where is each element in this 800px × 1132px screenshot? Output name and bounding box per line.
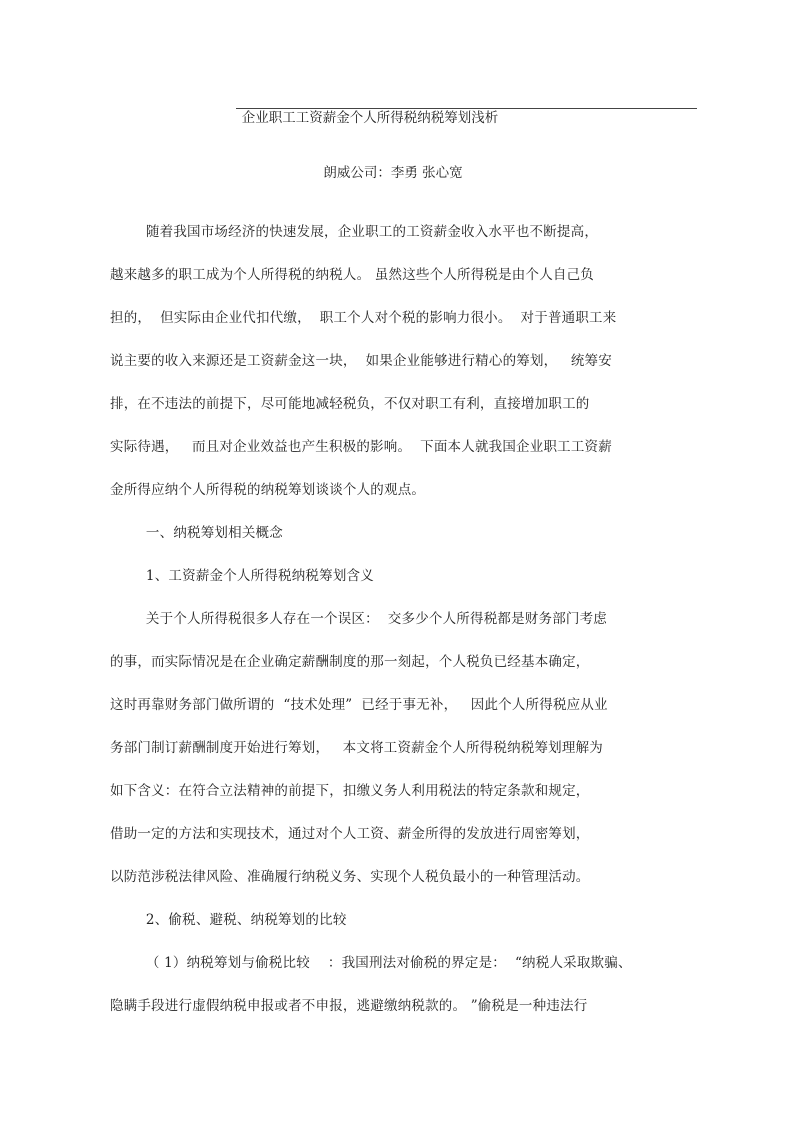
document-title: 企业职工工资薪金个人所得税纳税筹划浅析 — [241, 110, 499, 126]
body-line: 这时再靠财务部门做所谓的 “技术处理” 已经于事无补， 因此个人所得税应从业 — [110, 697, 608, 713]
subsection-heading: 1、工资薪金个人所得税纳税筹划含义 — [110, 568, 374, 584]
body-line: 随着我国市场经济的快速发展，企业职工的工资薪金收入水平也不断提高， — [110, 224, 599, 240]
body-line: （ 1）纳税筹划与偷税比较 ：我国刑法对偷税的界定是： “纳税人采取欺骗、 — [110, 955, 632, 971]
subsection-heading: 2、偷税、避税、纳税筹划的比较 — [110, 912, 347, 928]
body-line: 的事，而实际情况是在企业确定薪酬制度的那一刻起，个人税负已经基本确定， — [110, 654, 590, 670]
body-line: 务部门制订薪酬制度开始进行筹划， 本文将工资薪金个人所得税纳税筹划理解为 — [110, 740, 603, 756]
body-line: 关于个人所得税很多人存在一个误区： 交多少个人所得税都是财务部门考虑 — [110, 611, 608, 627]
body-line: 说主要的收入来源还是工资薪金这一块， 如果企业能够进行精心的筹划， 统筹安 — [110, 353, 612, 369]
document-authors: 朗威公司：李勇 张心宽 — [323, 165, 463, 181]
body-line: 越来越多的职工成为个人所得税的纳税人。 虽然这些个人所得税是由个人自己负 — [110, 267, 594, 283]
body-line: 借助一定的方法和实现技术，通过对个人工资、薪金所得的发放进行周密筹划， — [110, 826, 590, 842]
body-line: 排，在不违法的前提下，尽可能地减轻税负，不仅对职工有利，直接增加职工的 — [110, 396, 590, 412]
body-line: 以防范涉税法律风险、准确履行纳税义务、实现个人税负最小的一种管理活动。 — [110, 869, 590, 885]
body-line: 隐瞒手段进行虚假纳税申报或者不申报，逃避缴纳税款的。 ”偷税是一种违法行 — [110, 998, 588, 1014]
body-line: 担的， 但实际由企业代扣代缴， 职工个人对个税的影响力很小。 对于普通职工来 — [110, 310, 617, 326]
section-heading: 一、纳税筹划相关概念 — [110, 525, 283, 541]
body-line: 金所得应纳个人所得税的纳税筹划谈谈个人的观点。 — [110, 482, 426, 498]
body-line: 实际待遇， 而且对企业效益也产生积极的影响。 下面本人就我国企业职工工资薪 — [110, 439, 612, 455]
body-line: 如下含义：在符合立法精神的前提下，扣缴义务人利用税法的特定条款和规定， — [110, 783, 590, 799]
